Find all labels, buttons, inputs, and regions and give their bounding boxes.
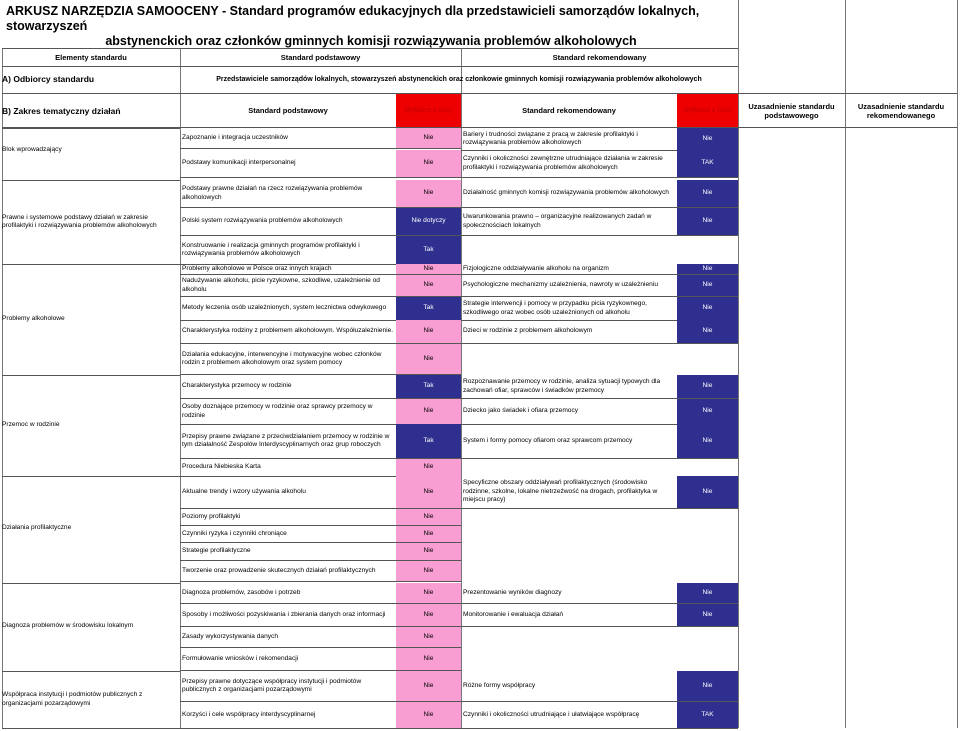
basic-row-topic [182, 344, 394, 374]
basic-row-topic-text: Podstawy prawne działań na rzecz rozwiązywania problemów alkoholowych [182, 185, 363, 201]
grid-line [461, 177, 738, 178]
basic-row-topic [182, 236, 394, 264]
choose-rec-label: Wybierz z listy [683, 107, 732, 114]
rec-row-value-select[interactable]: Nie [677, 320, 738, 343]
grid-line [180, 581, 461, 582]
basic-row-topic-text: Zapoznanie i integracja uczestników [182, 133, 288, 141]
rec-row-topic [463, 150, 675, 177]
justification-basic-header: Uzasadnienie standardu podstawowego [748, 101, 835, 120]
basic-row-topic-text: Przepisy prawne związane z przeciwdziałaniem przemocy w rodzinie w tym działalność Zespołów Interdyscyplinarnych oraz grup roboczych [182, 432, 390, 448]
grid-line [461, 728, 738, 729]
header-basic: Standard podstawowy [280, 52, 361, 62]
basic-row-topic-text: Formułowanie wniosków i rekomendacji [182, 654, 299, 662]
basic-row-topic [182, 275, 394, 296]
basic-row-topic-text: Procedura Niebieska Karta [182, 463, 261, 471]
basic-row-value-select[interactable]: Nie [396, 320, 461, 343]
section-alcohol-problems: Problemy alkoholowe [2, 314, 65, 322]
basic-row-topic [182, 526, 394, 542]
basic-row-topic-text: Aktualne trendy i wzory używania alkoholu [182, 487, 306, 495]
scope-label: B) Zakres tematyczny działań [2, 105, 121, 116]
basic-row-value-select[interactable]: Nie [396, 583, 461, 603]
grid-line [957, 0, 958, 728]
basic-row-topic-text: Strategie profilaktyczne [182, 547, 251, 555]
rec-row-topic [463, 583, 675, 603]
basic-row-value-select[interactable]: Nie [396, 509, 461, 525]
rec-row-value-select[interactable]: Nie [677, 604, 738, 626]
basic-row-topic-text: Sposoby i możliwości pozyskiwania i zbierania danych oraz informacji [182, 610, 386, 618]
section-domestic-violence: Przemoc w rodzinie [2, 420, 60, 428]
basic-row-topic-text: Czynniki ryzyka i czynniki chroniące [182, 529, 287, 537]
grid-line [461, 343, 738, 344]
basic-row-topic-text: Przepisy prawne dotyczące współpracy instytucji i podmiotów publicznych z organizacjami pozarządowymi [182, 677, 362, 693]
rec-row-value-select[interactable]: Nie [677, 297, 738, 320]
basic-row-topic [182, 128, 394, 148]
section-intro: Blok wprowadzający [2, 146, 62, 154]
basic-row-value-select[interactable]: Nie [396, 399, 461, 424]
rec-row-topic-text: Psychologiczne mechanizmy uzależnienia, nawroty w uzależnieniu [463, 281, 658, 289]
section-prevention: Działania profilaktyczne [2, 523, 72, 531]
basic-row-value-select[interactable]: Nie [396, 671, 461, 701]
rec-row-topic-text: Dziecko jako świadek i ofiara przemocy [463, 407, 579, 415]
basic-row-value-select[interactable]: Nie [396, 702, 461, 728]
rec-row-topic-text: Działalność gminnych komisji rozwiązywania problemów alkoholowych [463, 189, 669, 197]
basic-row-value-select[interactable]: Nie [396, 150, 461, 177]
basic-row-value-select[interactable]: Tak [396, 297, 461, 320]
recipients-label: A) Odbiorcy standardu [2, 74, 95, 84]
rec-row-topic [463, 476, 675, 508]
rec-row-value-select[interactable]: Nie [677, 375, 738, 398]
basic-row-topic [182, 424, 394, 458]
rec-row-topic-text: Specyficzne obszary oddziaływań profilaktycznych (środowisko rodzinne, szkolne, lokalne nietrzeźwość na drogach, profilaktyka w miejscu pracy) [463, 479, 658, 504]
basic-row-topic-text: Nadużywanie alkoholu, picie ryzykowne, szkodliwe, uzależnienie od alkoholu [182, 277, 380, 293]
basic-row-topic [182, 543, 394, 560]
rec-row-topic-text: Czynniki i okoliczności utrudniające i ułatwiające współpracę [463, 710, 640, 718]
basic-row-value-select[interactable]: Nie [396, 180, 461, 207]
basic-row-topic-text: Charakterystyka przemocy w rodzinie [182, 382, 292, 390]
rec-row-topic [463, 375, 675, 398]
basic-row-value-select[interactable]: Tak [396, 236, 461, 264]
rec-row-value-select[interactable]: Nie [677, 476, 738, 508]
basic-row-topic-text: Konstruowanie i realizacja gminnych programów profilaktyki i rozwiązywania problemów alkoholowych [182, 241, 360, 257]
basic-row-topic [182, 604, 394, 626]
rec-row-topic [463, 275, 675, 296]
basic-row-value-select[interactable]: Nie [396, 648, 461, 670]
document-title [6, 4, 736, 49]
choose-basic-dropdown[interactable] [396, 94, 461, 127]
basic-row-value-select[interactable]: Nie [396, 561, 461, 581]
rec-row-value-select[interactable]: TAK [677, 150, 738, 177]
basic-row-value-select[interactable]: Nie [396, 275, 461, 296]
rec-row-topic-text: Rozpoznawanie przemocy w rodzinie, analiza sytuacji typowych dla zachowań ofiar, sprawców i świadków przemocy [463, 378, 661, 394]
basic-row-topic [182, 180, 394, 207]
grid-line [461, 458, 738, 459]
section-cooperation: Współpraca instytucji i podmiotów publicznych z organizacjami pozarządowymi [2, 691, 143, 707]
basic-row-topic-text: Działania edukacyjne, interwencyjne i motywacyjne wobec członków rodzin z problemem alkoholowym oraz system pomocy [182, 350, 382, 366]
rec-row-value-select[interactable]: TAK [677, 702, 738, 728]
rec-row-value-select[interactable]: Nie [677, 399, 738, 424]
basic-row-topic [182, 627, 394, 647]
recipients-text: Przedstawiciele samorządów lokalnych, stowarzyszeń abstynenckich oraz członkowie gminnych komisji rozwiązywania problemów alkoholowych [216, 75, 702, 83]
rec-row-topic-text: Fizjologiczne oddziaływanie alkoholu na organizm [463, 264, 609, 272]
rec-row-value-select[interactable]: Nie [677, 275, 738, 296]
basic-row-topic [182, 459, 394, 476]
basic-row-topic-text: Zasady wykorzystywania danych [182, 632, 279, 640]
basic-row-topic-text: Tworzenie oraz prowadzenie skutecznych działań profilaktycznych [182, 566, 376, 574]
basic-row-value-select[interactable]: Tak [396, 424, 461, 458]
rec-row-value-select[interactable]: Nie [677, 128, 738, 150]
basic-row-value-select[interactable]: Nie [396, 459, 461, 476]
rec-row-topic-text: Różne formy współpracy [463, 681, 536, 689]
basic-row-topic [182, 150, 394, 177]
basic-row-topic-text: Problemy alkoholowe w Polsce oraz innych krajach [182, 264, 332, 272]
rec-row-topic [463, 208, 675, 235]
basic-row-topic [182, 702, 394, 728]
rec-row-topic [463, 671, 675, 701]
grid-line [180, 177, 461, 178]
basic-row-value-select[interactable]: Nie [396, 344, 461, 374]
rec-row-topic-text: Prezentowanie wyników diagnozy [463, 588, 562, 596]
grid-line [2, 728, 180, 729]
rec-row-topic [463, 604, 675, 626]
rec-row-value-select[interactable]: Nie [677, 208, 738, 235]
rec-row-topic-text: Strategie interwencji i pomocy w przypadku picia ryzykownego, szkodliwego oraz wobec osób uzależnionych od alkoholu [463, 300, 647, 316]
basic-row-topic-text: Poziomy profilaktyki [182, 512, 241, 520]
grid-line [180, 728, 461, 729]
rec-row-topic-text: Bariery i trudności związane z pracą w zakresie profilaktyki i rozwiązywania problemów alkoholowych [463, 130, 638, 146]
rec-row-topic-text: Uwarunkowania prawno – organizacyjne realizowanych zadań w społecznościach lokalnych [463, 213, 652, 229]
basic-row-topic [182, 320, 394, 343]
basic-row-topic-text: Osoby doznające przemocy w rodzinie oraz sprawcy przemocy w rodzinie [182, 403, 373, 419]
rec-row-value-select[interactable]: Nie [677, 424, 738, 458]
rec-row-topic-text: Dzieci w rodzinie z problemem alkoholowym [463, 327, 593, 335]
grid-line [2, 671, 180, 672]
rec-row-topic [463, 702, 675, 728]
basic-row-topic-text: Diagnoza problemów, zasobów i potrzeb [182, 588, 301, 596]
basic-row-topic-text: Polski system rozwiązywania problemów alkoholowych [182, 217, 343, 225]
choose-basic-label: Wybierz z listy [404, 107, 453, 114]
rec-row-topic [463, 424, 675, 458]
basic-row-topic [182, 208, 394, 235]
rec-row-topic-text: System i formy pomocy ofiarom oraz sprawcom przemocy [463, 436, 633, 444]
grid-line [2, 476, 180, 477]
rec-row-topic-text: Czynniki i okoliczności zewnętrzne utrudniające działania w zakresie profilaktyki i rozwiązywania problemów alkoholowych [463, 155, 663, 171]
basic-row-topic [182, 476, 394, 508]
header-recommended: Standard rekomendowany [552, 52, 647, 62]
grid-line [2, 375, 180, 376]
basic-row-topic-text: Charakterystyka rodziny z problemem alkoholowym. Współuzależnienie. [182, 327, 394, 335]
header2-basic: Standard podstawowy [248, 106, 328, 115]
basic-row-topic [182, 264, 394, 274]
rec-row-value-select[interactable]: Nie [677, 671, 738, 701]
grid-line [2, 180, 180, 181]
rec-row-topic [463, 399, 675, 424]
grid-line [180, 148, 461, 149]
basic-row-topic-text: Korzyści i cele współpracy interdyscyplinarnej [182, 710, 316, 718]
rec-row-value-select[interactable]: Nie [677, 180, 738, 207]
basic-row-value-select[interactable]: Nie [396, 543, 461, 560]
rec-row-topic [463, 128, 675, 150]
basic-row-topic [182, 375, 394, 398]
basic-row-topic-text: Metody leczenia osób uzależnionych, system lecznictwa odwykowego [182, 304, 387, 312]
basic-row-topic-text: Podstawy komunikacji interpersonalnej [182, 159, 296, 167]
title-line-2: abstynenckich oraz członków gminnych komisji rozwiązywania problemów alkoholowych [105, 34, 637, 48]
header-elements: Elementy standardu [55, 52, 127, 62]
basic-row-topic [182, 509, 394, 525]
basic-row-topic [182, 561, 394, 581]
title-line-1: ARKUSZ NARZĘDZIA SAMOOCENY - Standard programów edukacyjnych dla przedstawicieli samorządów lokalnych, stowarzyszeń [6, 4, 700, 33]
justification-rec-header: Uzasadnienie standardu rekomendowanego [857, 101, 945, 120]
header2-recommended: Standard rekomendowany [522, 106, 616, 115]
rec-row-value-select[interactable]: Nie [677, 264, 738, 274]
rec-row-topic [463, 264, 675, 274]
section-legal: Prawne i systemowe podstawy działań w zakresie profilaktyki i rozwiązywania problemów alkoholowych [2, 213, 157, 229]
basic-row-topic [182, 648, 394, 670]
rec-row-topic [463, 320, 675, 343]
basic-row-value-select[interactable]: Nie [396, 627, 461, 647]
grid-line [2, 128, 180, 129]
basic-row-value-select[interactable]: Nie [396, 604, 461, 626]
rec-row-value-select[interactable]: Nie [677, 583, 738, 603]
basic-row-topic [182, 399, 394, 424]
basic-row-value-select[interactable]: Tak [396, 375, 461, 398]
rec-row-topic [463, 297, 675, 320]
grid-line [461, 235, 738, 236]
basic-row-value-select[interactable]: Nie [396, 526, 461, 542]
section-diagnosis: Diagnoza problemów w środowisku lokalnym [2, 622, 134, 630]
basic-row-value-select[interactable]: Nie dotyczy [396, 208, 461, 235]
basic-row-topic [182, 297, 394, 320]
basic-row-topic [182, 671, 394, 701]
basic-row-value-select[interactable]: Nie [396, 264, 461, 274]
grid-line [2, 264, 180, 265]
basic-row-value-select[interactable]: Nie [396, 476, 461, 508]
choose-rec-dropdown[interactable] [677, 94, 738, 127]
basic-row-value-select[interactable]: Nie [396, 128, 461, 148]
grid-line [461, 626, 738, 627]
rec-row-topic-text: Monitorowanie i ewaluacja działań [463, 610, 564, 618]
grid-line [461, 508, 738, 509]
grid-line [2, 583, 180, 584]
rec-row-topic [463, 180, 675, 207]
basic-row-topic [182, 583, 394, 603]
